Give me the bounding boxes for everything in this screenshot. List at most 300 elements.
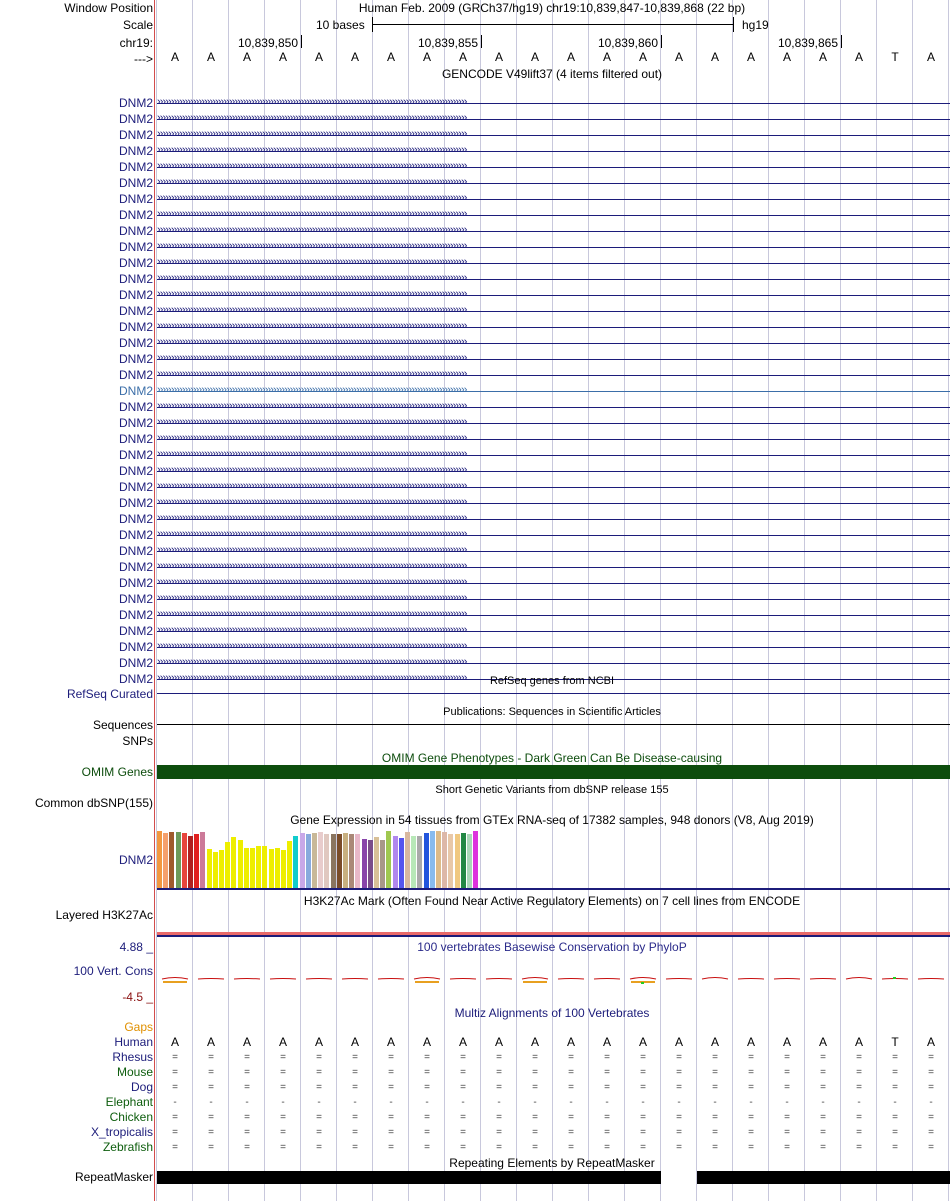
- gencode-transcript-line[interactable]: [157, 608, 950, 622]
- alignment-match-symbol: =: [424, 1052, 430, 1063]
- alignment-match-symbol: =: [172, 1112, 178, 1123]
- alignment-match-symbol: =: [172, 1082, 178, 1093]
- gaps-label: Gaps: [124, 1020, 153, 1034]
- strand-arrows: ››››››››››››››››››››››››››››››››››››››››››››››››››››››››››››››››››››››››››››››››››››››››››››››››››››››››››››››››: [157, 352, 467, 364]
- gtex-tissue-bar[interactable]: [256, 846, 261, 888]
- alignment-match-symbol: =: [604, 1112, 610, 1123]
- alignment-match-symbol: =: [748, 1082, 754, 1093]
- alignment-match-symbol: =: [568, 1067, 574, 1078]
- ruler-tick: [661, 35, 662, 48]
- gencode-transcript-label[interactable]: DNM2: [118, 272, 153, 286]
- gencode-transcript-label[interactable]: DNM2: [118, 240, 153, 254]
- dna-base: A: [458, 50, 467, 64]
- gencode-transcript-label[interactable]: DNM2: [118, 656, 153, 670]
- gtex-tissue-bar[interactable]: [207, 849, 212, 888]
- alignment-match-symbol: -: [281, 1097, 285, 1108]
- dna-base: A: [566, 50, 575, 64]
- gtex-tissue-bar[interactable]: [355, 834, 360, 888]
- dna-base: A: [746, 50, 755, 64]
- gtex-tissue-bar[interactable]: [331, 834, 336, 888]
- dbsnp-label[interactable]: Common dbSNP(155): [34, 796, 153, 810]
- gencode-transcript-label[interactable]: DNM2: [118, 416, 153, 430]
- gtex-tissue-bar[interactable]: [393, 836, 398, 888]
- gencode-transcript-line[interactable]: [157, 336, 950, 350]
- alignment-base: A: [530, 1035, 539, 1049]
- gtex-tissue-bar[interactable]: [250, 848, 255, 888]
- strand-arrows: ››››››››››››››››››››››››››››››››››››››››››››››››››››››››››››››››››››››››››››››››››››››››››››››››››››››››››››››››: [157, 112, 467, 124]
- alignment-base: A: [782, 1035, 791, 1049]
- strand-arrows: ››››››››››››››››››››››››››››››››››››››››››››››››››››››››››››››››››››››››››››››››››››››››››››››››››››››››››››››››: [157, 176, 467, 188]
- gtex-tissue-bar[interactable]: [306, 834, 311, 888]
- species-label[interactable]: Elephant: [105, 1095, 153, 1109]
- alignment-match-symbol: -: [569, 1097, 573, 1108]
- alignment-match-symbol: =: [352, 1127, 358, 1138]
- dna-base: A: [926, 50, 935, 64]
- dna-base: A: [818, 50, 827, 64]
- ruler-tick: [301, 35, 302, 48]
- gencode-transcript-line[interactable]: [157, 640, 950, 654]
- gencode-transcript-label[interactable]: DNM2: [118, 256, 153, 270]
- window-position-label: Window Position: [64, 1, 153, 15]
- dbsnp-title[interactable]: Short Genetic Variants from dbSNP release 155: [435, 784, 669, 796]
- ruler-tick: [481, 35, 482, 48]
- alignment-match-symbol: =: [712, 1112, 718, 1123]
- gencode-transcript-line[interactable]: [157, 400, 950, 414]
- conservation-min-label: -4.5 _: [122, 990, 153, 1004]
- gtex-tissue-bar[interactable]: [188, 836, 193, 888]
- gencode-transcript-label[interactable]: DNM2: [118, 496, 153, 510]
- gencode-transcript-label[interactable]: DNM2: [118, 304, 153, 318]
- dna-base: A: [422, 50, 431, 64]
- gencode-transcript-label[interactable]: DNM2: [118, 96, 153, 110]
- alignment-match-symbol: =: [820, 1052, 826, 1063]
- alignment-match-symbol: =: [280, 1112, 286, 1123]
- gencode-transcript-line[interactable]: [157, 448, 950, 462]
- gencode-transcript-label[interactable]: DNM2: [118, 624, 153, 638]
- alignment-match-symbol: -: [857, 1097, 861, 1108]
- gencode-transcript-line[interactable]: [157, 96, 950, 110]
- conservation-score-mark: [198, 979, 224, 980]
- gtex-tissue-bar[interactable]: [467, 834, 472, 888]
- alignment-match-symbol: =: [676, 1082, 682, 1093]
- conservation-score-mark: [918, 979, 944, 980]
- gtex-tissue-bar[interactable]: [349, 834, 354, 888]
- alignment-match-symbol: =: [424, 1067, 430, 1078]
- gtex-tissue-bar[interactable]: [219, 850, 224, 888]
- gencode-transcript-label[interactable]: DNM2: [118, 464, 153, 478]
- gtex-tissue-bar[interactable]: [275, 848, 280, 888]
- gencode-transcript-line[interactable]: [157, 592, 950, 606]
- species-label[interactable]: Dog: [130, 1080, 153, 1094]
- repeat-element-block[interactable]: [157, 1171, 661, 1184]
- gencode-transcript-line[interactable]: [157, 624, 950, 638]
- gencode-transcript-line[interactable]: [157, 384, 950, 398]
- gencode-transcript-label[interactable]: DNM2: [118, 208, 153, 222]
- dna-base: A: [242, 50, 251, 64]
- species-label[interactable]: X_tropicalis: [90, 1125, 153, 1139]
- repeat-element-block[interactable]: [697, 1171, 950, 1184]
- strand-arrows: ››››››››››››››››››››››››››››››››››››››››››››››››››››››››››››››››››››››››››››››››››››››››››››››››››››››››››››››››: [157, 672, 467, 684]
- alignment-match-symbol: =: [316, 1142, 322, 1153]
- gtex-tissue-bar[interactable]: [461, 833, 466, 888]
- gencode-transcript-label[interactable]: DNM2: [118, 608, 153, 622]
- alignment-match-symbol: =: [316, 1127, 322, 1138]
- gencode-transcript-line[interactable]: [157, 112, 950, 126]
- conservation-label[interactable]: 100 Vert. Cons: [73, 964, 153, 978]
- alignment-match-symbol: =: [352, 1082, 358, 1093]
- gencode-transcript-label[interactable]: DNM2: [118, 544, 153, 558]
- alignment-match-symbol: =: [640, 1082, 646, 1093]
- gtex-tissue-bar[interactable]: [368, 840, 373, 888]
- alignment-match-symbol: =: [496, 1082, 502, 1093]
- gencode-transcript-line[interactable]: [157, 480, 950, 494]
- gtex-tissue-bar[interactable]: [448, 834, 453, 888]
- dna-base: A: [638, 50, 647, 64]
- gencode-transcript-line[interactable]: [157, 416, 950, 430]
- strand-arrows: ››››››››››››››››››››››››››››››››››››››››››››››››››››››››››››››››››››››››››››››››››››››››››››››››››››››››››››››››: [157, 160, 467, 172]
- strand-arrows: ››››››››››››››››››››››››››››››››››››››››››››››››››››››››››››››››››››››››››››››››››››››››››››››››››››››››››››››››: [157, 656, 467, 668]
- alignment-match-symbol: =: [748, 1067, 754, 1078]
- gencode-transcript-line[interactable]: [157, 128, 950, 142]
- species-label[interactable]: Human: [114, 1035, 153, 1049]
- gtex-tissue-bar[interactable]: [169, 832, 174, 888]
- species-label[interactable]: Chicken: [109, 1110, 153, 1124]
- gencode-transcript-line[interactable]: [157, 496, 950, 510]
- refseq-label[interactable]: RefSeq Curated: [66, 687, 153, 701]
- alignment-match-symbol: =: [460, 1112, 466, 1123]
- h3k27ac-signal-base: [157, 935, 950, 937]
- alignment-match-symbol: =: [172, 1127, 178, 1138]
- alignment-match-symbol: =: [928, 1082, 934, 1093]
- alignment-match-symbol: =: [604, 1127, 610, 1138]
- strand-arrows: ››››››››››››››››››››››››››››››››››››››››››››››››››››››››››››››››››››››››››››››››››››››››››››››››››››››››››››››››: [157, 208, 467, 220]
- gencode-transcript-line[interactable]: [157, 144, 950, 158]
- gtex-tissue-bar[interactable]: [417, 836, 422, 888]
- alignment-match-symbol: -: [497, 1097, 501, 1108]
- conservation-score-mark: [774, 979, 800, 980]
- alignment-match-symbol: =: [388, 1127, 394, 1138]
- gencode-title[interactable]: GENCODE V49lift37 (4 items filtered out): [441, 67, 663, 81]
- scale-text: 10 bases: [316, 18, 365, 32]
- position-text[interactable]: Human Feb. 2009 (GRCh37/hg19) chr19:10,839,847-10,839,868 (22 bp): [358, 1, 746, 15]
- snps-label: SNPs: [122, 734, 153, 748]
- alignment-match-symbol: =: [532, 1082, 538, 1093]
- ruler-tick-label: 10,839,850: [237, 36, 298, 50]
- alignment-match-symbol: -: [389, 1097, 393, 1108]
- gencode-transcript-label[interactable]: DNM2: [118, 336, 153, 350]
- species-label[interactable]: Zebrafish: [102, 1140, 153, 1154]
- h3k27ac-label[interactable]: Layered H3K27Ac: [55, 908, 153, 922]
- alignment-match-symbol: =: [424, 1127, 430, 1138]
- strand-arrows: ››››››››››››››››››››››››››››››››››››››››››››››››››››››››››››››››››››››››››››››››››››››››››››››››››››››››››››››››: [157, 640, 467, 652]
- gencode-transcript-line[interactable]: [157, 304, 950, 318]
- gencode-transcript-line[interactable]: [157, 656, 950, 670]
- gtex-tissue-bar[interactable]: [436, 831, 441, 888]
- scale-bar-right-cap: [733, 17, 734, 32]
- gencode-transcript-line[interactable]: [157, 192, 950, 206]
- omim-label[interactable]: OMIM Genes: [81, 765, 153, 779]
- strand-arrows: ››››››››››››››››››››››››››››››››››››››››››››››››››››››››››››››››››››››››››››››››››››››››››››››››››››››››››››››››: [157, 448, 467, 460]
- gencode-transcript-label[interactable]: DNM2: [118, 480, 153, 494]
- alignment-match-symbol: =: [280, 1142, 286, 1153]
- alignment-match-symbol: =: [712, 1127, 718, 1138]
- gtex-tissue-bar[interactable]: [213, 852, 218, 888]
- conservation-score-mark: [702, 978, 728, 980]
- gtex-tissue-bar[interactable]: [293, 836, 298, 888]
- alignment-match-symbol: =: [244, 1082, 250, 1093]
- alignment-match-symbol: -: [641, 1097, 645, 1108]
- alignment-base: A: [314, 1035, 323, 1049]
- alignment-match-symbol: =: [676, 1112, 682, 1123]
- alignment-match-symbol: -: [317, 1097, 321, 1108]
- gtex-tissue-bar[interactable]: [238, 840, 243, 888]
- strand-arrows: ››››››››››››››››››››››››››››››››››››››››››››››››››››››››››››››››››››››››››››››››››››››››››››››››››››››››››››››››: [157, 416, 467, 428]
- gencode-transcript-label[interactable]: DNM2: [118, 224, 153, 238]
- publications-line[interactable]: [157, 724, 950, 725]
- gtex-title[interactable]: Gene Expression in 54 tissues from GTEx RNA-seq of 17382 samples, 948 donors (V8, Aug 2019): [290, 813, 814, 827]
- alignment-match-symbol: =: [568, 1082, 574, 1093]
- strand-arrows: ››››››››››››››››››››››››››››››››››››››››››››››››››››››››››››››››››››››››››››››››››››››››››››››››››››››››››››››››: [157, 224, 467, 236]
- gtex-tissue-bar[interactable]: [343, 833, 348, 888]
- gencode-transcript-line[interactable]: [157, 432, 950, 446]
- alignment-match-symbol: -: [461, 1097, 465, 1108]
- gencode-transcript-label[interactable]: DNM2: [118, 576, 153, 590]
- gtex-tissue-bar[interactable]: [424, 833, 429, 888]
- alignment-match-symbol: =: [748, 1142, 754, 1153]
- alignment-match-symbol: =: [280, 1127, 286, 1138]
- omim-title[interactable]: OMIM Gene Phenotypes - Dark Green Can Be Disease-causing: [381, 751, 723, 765]
- gtex-tissue-bar[interactable]: [281, 850, 286, 888]
- ruler-tick-label: 10,839,855: [417, 36, 478, 50]
- gencode-transcript-line[interactable]: [157, 528, 950, 542]
- gencode-transcript-line[interactable]: [157, 560, 950, 574]
- gtex-tissue-bar[interactable]: [324, 834, 329, 888]
- alignment-match-symbol: =: [208, 1112, 214, 1123]
- alignment-match-symbol: =: [712, 1052, 718, 1063]
- gtex-tissue-bar[interactable]: [374, 837, 379, 888]
- gencode-transcript-label[interactable]: DNM2: [118, 592, 153, 606]
- alignment-match-symbol: =: [208, 1142, 214, 1153]
- alignment-match-symbol: =: [604, 1067, 610, 1078]
- alignment-match-symbol: =: [496, 1142, 502, 1153]
- gtex-tissue-bar[interactable]: [163, 833, 168, 888]
- alignment-match-symbol: =: [856, 1052, 862, 1063]
- conservation-score-mark: [486, 979, 512, 980]
- gencode-transcript-label[interactable]: DNM2: [118, 560, 153, 574]
- gencode-transcript-line[interactable]: [157, 240, 950, 254]
- alignment-match-symbol: =: [496, 1127, 502, 1138]
- conservation-score-mark: [641, 982, 644, 984]
- gtex-tissue-bar[interactable]: [455, 834, 460, 888]
- alignment-match-symbol: =: [928, 1112, 934, 1123]
- alignment-match-symbol: =: [388, 1112, 394, 1123]
- alignment-match-symbol: =: [352, 1112, 358, 1123]
- gencode-transcript-line[interactable]: [157, 272, 950, 286]
- gtex-tissue-bar[interactable]: [405, 832, 410, 888]
- alignment-match-symbol: =: [820, 1142, 826, 1153]
- alignment-match-symbol: =: [496, 1052, 502, 1063]
- gencode-transcript-label[interactable]: DNM2: [118, 400, 153, 414]
- omim-gene-bar[interactable]: [157, 765, 950, 779]
- publications-label[interactable]: Sequences: [92, 718, 153, 732]
- gencode-transcript-label[interactable]: DNM2: [118, 640, 153, 654]
- gencode-transcript-line[interactable]: [157, 368, 950, 382]
- gencode-transcript-line[interactable]: [157, 352, 950, 366]
- h3k27ac-title[interactable]: H3K27Ac Mark (Often Found Near Active Regulatory Elements) on 7 cell lines from ENCODE: [303, 894, 801, 908]
- alignment-match-symbol: =: [676, 1052, 682, 1063]
- dna-base: A: [530, 50, 539, 64]
- gtex-tissue-bar[interactable]: [176, 832, 181, 888]
- gencode-transcript-line[interactable]: [157, 544, 950, 558]
- alignment-match-symbol: =: [784, 1142, 790, 1153]
- gencode-transcript-label[interactable]: DNM2: [118, 672, 153, 686]
- alignment-match-symbol: =: [316, 1067, 322, 1078]
- gtex-tissue-bar[interactable]: [200, 832, 205, 888]
- conservation-wiggle[interactable]: [155, 968, 950, 990]
- alignment-match-symbol: =: [676, 1127, 682, 1138]
- gencode-transcript-label[interactable]: DNM2: [118, 432, 153, 446]
- gtex-tissue-bar[interactable]: [244, 848, 249, 888]
- gtex-tissue-bar[interactable]: [300, 833, 305, 888]
- alignment-match-symbol: =: [820, 1067, 826, 1078]
- gencode-transcript-label[interactable]: DNM2: [118, 448, 153, 462]
- alignment-base: A: [422, 1035, 431, 1049]
- conservation-score-mark: [594, 979, 620, 980]
- alignment-match-symbol: =: [532, 1067, 538, 1078]
- alignment-match-symbol: -: [209, 1097, 213, 1108]
- gtex-baseline: [157, 888, 950, 890]
- alignment-match-symbol: -: [533, 1097, 537, 1108]
- gtex-tissue-bar[interactable]: [262, 846, 267, 888]
- alignment-match-symbol: =: [640, 1067, 646, 1078]
- conservation-score-mark: [846, 978, 872, 980]
- gencode-transcript-line[interactable]: [157, 288, 950, 302]
- dna-base: A: [350, 50, 359, 64]
- gtex-tissue-bar[interactable]: [411, 836, 416, 888]
- gencode-transcript-label[interactable]: DNM2: [118, 352, 153, 366]
- refseq-title[interactable]: RefSeq genes from NCBI: [489, 675, 615, 687]
- species-label[interactable]: Rhesus: [112, 1050, 153, 1064]
- alignment-match-symbol: =: [604, 1142, 610, 1153]
- gtex-tissue-bar[interactable]: [473, 831, 478, 888]
- alignment-match-symbol: -: [749, 1097, 753, 1108]
- gencode-transcript-label[interactable]: DNM2: [118, 320, 153, 334]
- alignment-match-symbol: =: [928, 1067, 934, 1078]
- gtex-tissue-bar[interactable]: [231, 837, 236, 888]
- conservation-score-mark: [450, 979, 476, 980]
- conservation-score-mark: [306, 979, 332, 980]
- gtex-tissue-bar[interactable]: [380, 840, 385, 888]
- conservation-score-mark: [630, 978, 656, 980]
- gencode-transcript-line[interactable]: [157, 256, 950, 270]
- gencode-transcript-label[interactable]: DNM2: [118, 288, 153, 302]
- gencode-transcript-label[interactable]: DNM2: [118, 176, 153, 190]
- gencode-transcript-label[interactable]: DNM2: [118, 528, 153, 542]
- gencode-transcript-line[interactable]: [157, 576, 950, 590]
- gencode-transcript-line[interactable]: [157, 176, 950, 190]
- alignment-match-symbol: =: [784, 1067, 790, 1078]
- gencode-transcript-label[interactable]: DNM2: [118, 384, 153, 398]
- repeatmasker-label[interactable]: RepeatMasker: [74, 1170, 153, 1184]
- gencode-transcript-label[interactable]: DNM2: [118, 128, 153, 142]
- gencode-transcript-label[interactable]: DNM2: [118, 160, 153, 174]
- strand-arrows: ››››››››››››››››››››››››››››››››››››››››››››››››››››››››››››››››››››››››››››››››››››››››››››››››››››››››››››››››: [157, 192, 467, 204]
- gtex-tissue-bar[interactable]: [430, 831, 435, 888]
- gencode-transcript-line[interactable]: [157, 464, 950, 478]
- refseq-gene-line[interactable]: [157, 693, 950, 694]
- alignment-match-symbol: =: [856, 1082, 862, 1093]
- gencode-transcript-line[interactable]: [157, 512, 950, 526]
- gtex-tissue-bar[interactable]: [225, 842, 230, 888]
- gencode-transcript-label[interactable]: DNM2: [118, 144, 153, 158]
- gencode-transcript-label[interactable]: DNM2: [118, 112, 153, 126]
- gtex-tissue-bar[interactable]: [157, 831, 162, 888]
- strand-arrows: ››››››››››››››››››››››››››››››››››››››››››››››››››››››››››››››››››››››››››››››››››››››››››››››››››››››››››››››››: [157, 384, 467, 396]
- gencode-transcript-line[interactable]: [157, 320, 950, 334]
- gtex-tissue-bar[interactable]: [386, 831, 391, 888]
- alignment-base: T: [891, 1035, 899, 1049]
- gencode-transcript-label[interactable]: DNM2: [118, 368, 153, 382]
- alignment-match-symbol: =: [388, 1082, 394, 1093]
- conservation-score-mark: [522, 978, 548, 980]
- dna-base: A: [710, 50, 719, 64]
- gtex-label[interactable]: DNM2: [118, 853, 153, 867]
- alignment-match-symbol: =: [280, 1067, 286, 1078]
- gencode-transcript-label[interactable]: DNM2: [118, 192, 153, 206]
- conservation-score-mark: [378, 979, 404, 980]
- dna-base: A: [674, 50, 683, 64]
- alignment-match-symbol: =: [496, 1112, 502, 1123]
- dna-base: A: [170, 50, 179, 64]
- alignment-match-symbol: =: [532, 1142, 538, 1153]
- alignment-match-symbol: =: [244, 1127, 250, 1138]
- alignment-match-symbol: =: [172, 1142, 178, 1153]
- dna-base: A: [602, 50, 611, 64]
- conservation-title[interactable]: 100 vertebrates Basewise Conservation by PhyloP: [417, 940, 687, 954]
- repeatmasker-title[interactable]: Repeating Elements by RepeatMasker: [449, 1156, 655, 1170]
- strand-arrows: ››››››››››››››››››››››››››››››››››››››››››››››››››››››››››››››››››››››››››››››››››››››››››››››››››››››››››››››››: [157, 368, 467, 380]
- alignment-base: A: [638, 1035, 647, 1049]
- gtex-tissue-bar[interactable]: [442, 832, 447, 888]
- alignment-base: A: [170, 1035, 179, 1049]
- multiz-title[interactable]: Multiz Alignments of 100 Vertebrates: [454, 1006, 650, 1020]
- gencode-transcript-line[interactable]: [157, 208, 950, 222]
- gtex-tissue-bar[interactable]: [362, 839, 367, 888]
- alignment-match-symbol: =: [568, 1052, 574, 1063]
- species-label[interactable]: Mouse: [116, 1065, 153, 1079]
- alignment-match-symbol: =: [784, 1082, 790, 1093]
- gtex-tissue-bar[interactable]: [269, 849, 274, 888]
- alignment-match-symbol: =: [712, 1142, 718, 1153]
- alignment-match-symbol: -: [353, 1097, 357, 1108]
- strand-arrows: ››››››››››››››››››››››››››››››››››››››››››››››››››››››››››››››››››››››››››››››››››››››››››››››››››››››››››››››››: [157, 400, 467, 412]
- gtex-tissue-bar[interactable]: [337, 834, 342, 888]
- gtex-tissue-bar[interactable]: [287, 841, 292, 888]
- publications-title[interactable]: Publications: Sequences in Scientific Articles: [443, 706, 661, 718]
- gencode-transcript-line[interactable]: [157, 160, 950, 174]
- gencode-transcript-line[interactable]: [157, 224, 950, 238]
- gtex-tissue-bar[interactable]: [194, 834, 199, 888]
- alignment-match-symbol: =: [532, 1052, 538, 1063]
- gtex-tissue-bar[interactable]: [312, 833, 317, 888]
- alignment-match-symbol: =: [460, 1127, 466, 1138]
- gtex-tissue-bar[interactable]: [182, 833, 187, 888]
- alignment-base: A: [926, 1035, 935, 1049]
- gtex-tissue-bar[interactable]: [318, 832, 323, 888]
- gencode-transcript-label[interactable]: DNM2: [118, 512, 153, 526]
- gtex-tissue-bar[interactable]: [399, 838, 404, 888]
- conservation-score-mark: [666, 979, 692, 980]
